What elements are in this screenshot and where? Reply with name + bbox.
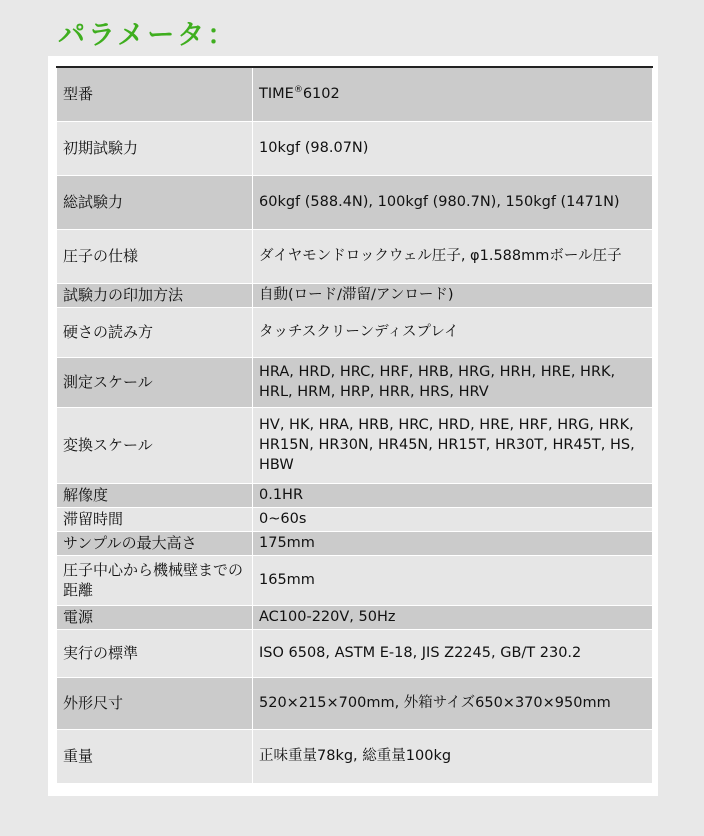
row-value: HRA, HRD, HRC, HRF, HRB, HRG, HRH, HRE, HRK, HRL, HRM, HRP, HRR, HRS, HRV [253,357,653,407]
row-value: 0.1HR [253,483,653,507]
row-label: 電源 [57,605,253,629]
row-label: 圧子中心から機械壁までの距離 [57,555,253,605]
row-value: 520×215×700mm, 外箱サイズ650×370×950mm [253,677,653,729]
row-value [253,67,653,121]
table-row [57,629,653,677]
table-row [57,67,653,121]
row-value: ISO 6508, ASTM E-18, JIS Z2245, GB/T 230.2 [253,629,653,677]
row-value: ダイヤモンドロックウェル圧子, φ1.588mmボール圧子 [253,229,653,283]
row-label: 総試験力 [57,175,253,229]
row-value: 正味重量78kg, 総重量100kg [253,729,653,783]
row-value: 165mm [253,555,653,605]
registered-mark: ® [293,85,303,96]
table-row [57,357,653,407]
row-label: 初期試験力 [57,121,253,175]
row-label: 変換スケール [57,407,253,483]
row-label: 解像度 [57,483,253,507]
table-row [57,555,653,605]
table-row [57,307,653,357]
row-label: 外形尺寸 [57,677,253,729]
row-value: 0~60s [253,507,653,531]
row-value: 10kgf (98.07N) [253,121,653,175]
row-value: 60kgf (588.4N), 100kgf (980.7N), 150kgf (1471N) [253,175,653,229]
model-suffix: 6102 [302,86,340,103]
row-label: 実行の標準 [57,629,253,677]
row-label: サンプルの最大高さ [57,531,253,555]
table-row [57,605,653,629]
table-row [57,407,653,483]
page-title: パラメータ： [58,20,238,51]
table-row [57,229,653,283]
row-label: 試験力の印加方法 [57,283,253,307]
row-value: 自動(ロード/滞留/アンロード) [253,283,653,307]
row-value: AC100-220V, 50Hz [253,605,653,629]
row-label: 型番 [57,67,253,121]
table-row [57,531,653,555]
spec-table [56,66,653,784]
row-label: 圧子の仕様 [57,229,253,283]
row-label: 硬さの読み方 [57,307,253,357]
row-value: 175mm [253,531,653,555]
row-value: HV, HK, HRA, HRB, HRC, HRD, HRE, HRF, HRG, HRK, HR15N, HR30N, HR45N, HR15T, HR30T, HR45T, HS, HBW [253,407,653,483]
table-row [57,121,653,175]
row-label: 重量 [57,729,253,783]
table-row [57,729,653,783]
model-prefix: TIME [259,86,294,103]
row-label: 滞留時間 [57,507,253,531]
table-row [57,175,653,229]
row-label: 測定スケール [57,357,253,407]
row-value: タッチスクリーンディスプレイ [253,307,653,357]
table-row [57,507,653,531]
table-row [57,483,653,507]
table-row [57,283,653,307]
table-row [57,677,653,729]
